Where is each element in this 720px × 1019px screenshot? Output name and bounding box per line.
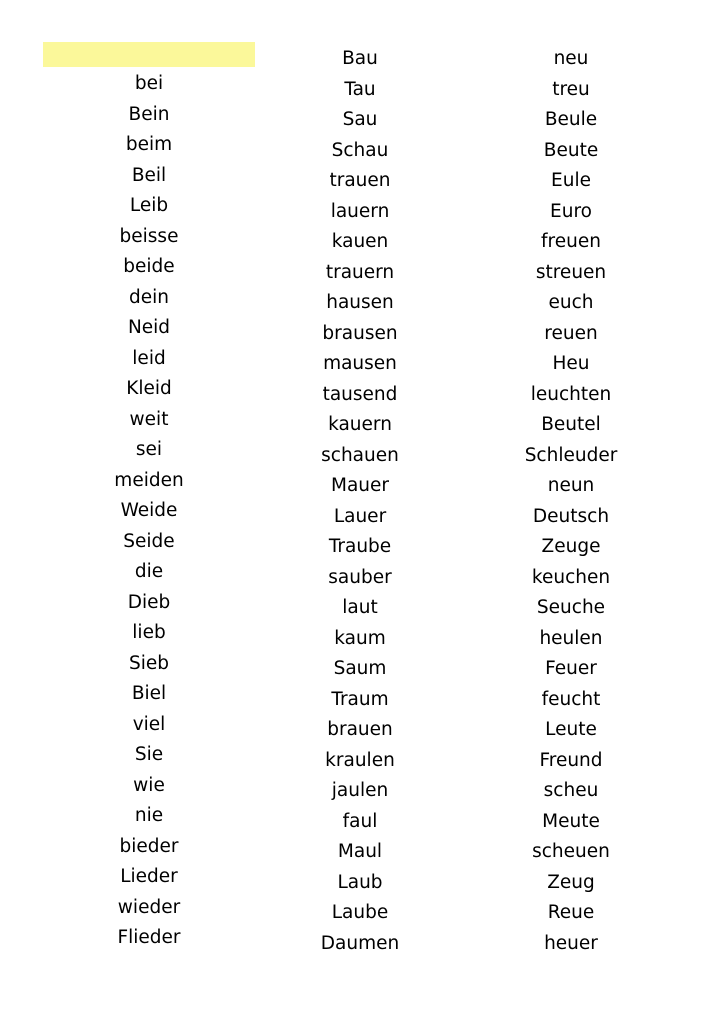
word-item: Bein xyxy=(128,103,170,125)
word-item: dein xyxy=(129,286,169,308)
word-item: laut xyxy=(342,597,378,618)
word-item: Zeuge xyxy=(541,536,601,557)
word-item: Traum xyxy=(331,688,389,710)
word-item: Beute xyxy=(543,139,599,161)
word-item: faul xyxy=(342,810,378,832)
word-item: feucht xyxy=(541,688,601,710)
word-item: neu xyxy=(553,48,589,69)
word-item: Neid xyxy=(127,317,171,338)
word-column-eu xyxy=(506,44,636,959)
word-item: treu xyxy=(552,78,590,100)
word-item: lauern xyxy=(330,200,390,222)
word-item: wie xyxy=(133,774,165,796)
word-item: mausen xyxy=(323,353,397,374)
word-item: Mauer xyxy=(330,475,389,496)
word-item: leid xyxy=(132,347,166,369)
word-item: heulen xyxy=(539,627,603,649)
word-item: Zeug xyxy=(547,871,595,893)
word-item: Leib xyxy=(129,195,169,216)
word-item: Lieder xyxy=(120,866,178,887)
word-column-au xyxy=(295,44,425,959)
word-item: kauern xyxy=(328,414,392,435)
word-item: Kleid xyxy=(126,378,172,399)
word-item: beim xyxy=(125,134,173,155)
word-item: Beutel xyxy=(541,414,601,435)
word-item: Sieb xyxy=(128,652,169,674)
word-item: Dieb xyxy=(127,591,171,613)
word-item: trauern xyxy=(325,261,395,283)
word-item: heuer xyxy=(544,932,598,954)
word-item: Lauer xyxy=(333,505,387,527)
word-item: Weide xyxy=(120,500,178,521)
word-item: kaum xyxy=(334,627,386,649)
word-item: beide xyxy=(123,256,175,277)
word-item: meiden xyxy=(114,469,184,491)
word-item: Seide xyxy=(123,530,175,552)
word-item: Sau xyxy=(342,109,378,130)
word-item: Beule xyxy=(544,109,598,130)
word-item: kraulen xyxy=(325,749,395,771)
word-column-ei xyxy=(84,69,214,954)
word-item: die xyxy=(134,561,164,582)
word-item: Meute xyxy=(542,810,600,832)
word-item: freuen xyxy=(541,231,601,252)
word-item: keuchen xyxy=(531,566,611,588)
word-item: Euro xyxy=(550,200,592,222)
word-item: tausend xyxy=(322,383,398,405)
word-item: Laube xyxy=(331,902,389,923)
word-item: streuen xyxy=(535,261,607,283)
word-item: Reue xyxy=(547,902,595,923)
word-item: Eule xyxy=(551,170,591,191)
word-item: jaulen xyxy=(331,780,389,801)
word-item: Freund xyxy=(539,749,603,771)
word-item: nie xyxy=(134,805,164,826)
word-item: Saum xyxy=(333,658,387,679)
word-item: Feuer xyxy=(545,658,597,679)
word-item: Traube xyxy=(328,536,392,557)
word-item: Heu xyxy=(552,353,590,374)
word-item: sauber xyxy=(328,566,392,588)
word-item: Laub xyxy=(337,871,383,893)
word-item: wieder xyxy=(117,896,181,918)
word-item: Tau xyxy=(344,78,376,100)
highlight-bar xyxy=(43,42,255,67)
word-item: neun xyxy=(547,475,595,496)
word-item: Maul xyxy=(337,841,383,862)
word-item: hausen xyxy=(326,292,394,313)
word-item: lieb xyxy=(132,622,166,643)
word-item: Sie xyxy=(134,744,164,765)
word-item: brausen xyxy=(322,322,398,344)
word-item: weit xyxy=(129,408,169,430)
word-item: Daumen xyxy=(320,932,400,954)
word-item: beisse xyxy=(119,225,179,247)
word-item: sei xyxy=(135,439,163,460)
word-item: Schleuder xyxy=(524,444,618,466)
word-item: trauen xyxy=(329,170,391,191)
word-item: reuen xyxy=(544,322,598,344)
word-item: scheuen xyxy=(532,841,610,862)
word-item: scheu xyxy=(543,780,599,801)
word-item: euch xyxy=(548,292,594,313)
word-item: Flieder xyxy=(117,927,181,948)
word-item: viel xyxy=(132,713,166,735)
word-item: Beil xyxy=(131,164,167,186)
word-item: kauen xyxy=(331,231,389,252)
word-item: Schau xyxy=(331,139,389,161)
word-item: bieder xyxy=(119,835,179,857)
word-item: Bau xyxy=(342,48,378,69)
word-item: Leute xyxy=(545,719,597,740)
word-item: schauen xyxy=(321,444,399,466)
word-item: brauen xyxy=(327,719,393,740)
word-item: leuchten xyxy=(530,383,612,405)
word-item: Seuche xyxy=(536,597,606,618)
word-item: bei xyxy=(134,73,164,94)
word-item: Biel xyxy=(131,683,167,704)
word-item: Deutsch xyxy=(532,505,610,527)
